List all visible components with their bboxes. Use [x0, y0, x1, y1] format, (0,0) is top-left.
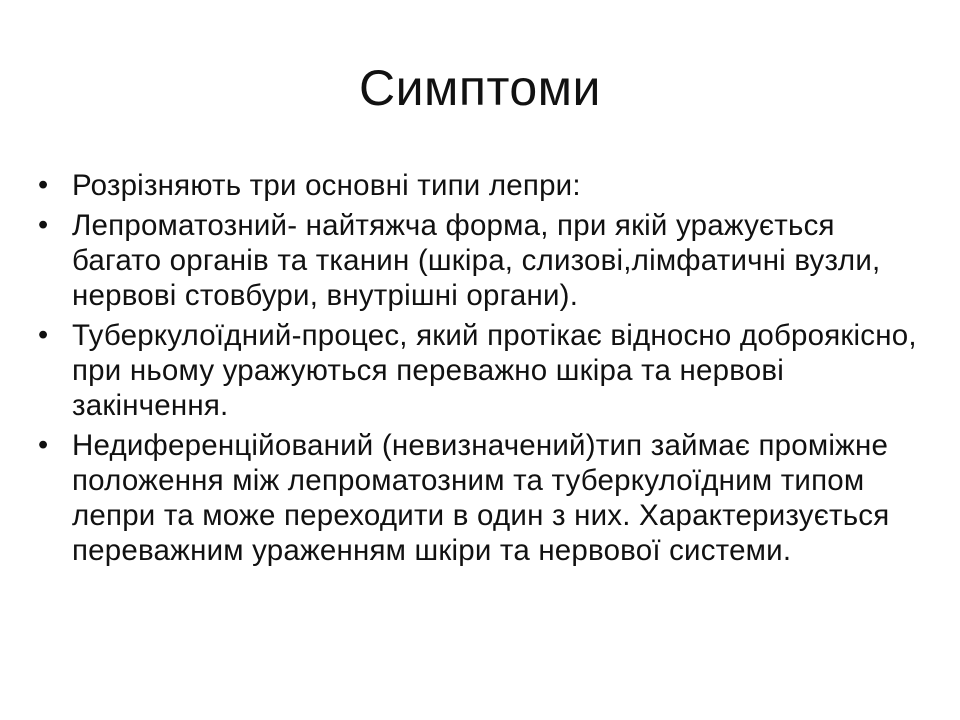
bullet-item: [38, 318, 918, 423]
bullet-text: Розрізняють три основні типи лепри:: [72, 169, 581, 202]
slide-title: Симптоми: [359, 60, 601, 116]
bullet-text: Лепроматозний- найтяжча форма, при якій уражується багато органів та тканин (шкіра, слизові,лімфатичні вузли, нервові стовбури, внутрішні органи).: [72, 209, 881, 312]
bullet-item: [38, 428, 918, 568]
bullet-item: [38, 208, 918, 313]
bullet-text: Туберкулоїдний-процес, який протікає відносно доброякісно, при ньому уражуються переважно шкіра та нервові закінчення.: [72, 319, 917, 422]
bullet-text: Недиференційований (невизначений)тип займає проміжне положення між лепроматозним та туберкулоїдним типом лепри та може переходити в один з них. Характеризується переважним ураженням шкіри та нервової системи.: [72, 429, 890, 567]
bullet-dot-icon: •: [38, 429, 49, 461]
bullet-dot-icon: •: [38, 319, 49, 351]
bullet-list: [38, 168, 918, 573]
bullet-dot-icon: •: [38, 169, 49, 201]
bullet-item: [38, 168, 918, 203]
bullet-dot-icon: •: [38, 209, 49, 241]
